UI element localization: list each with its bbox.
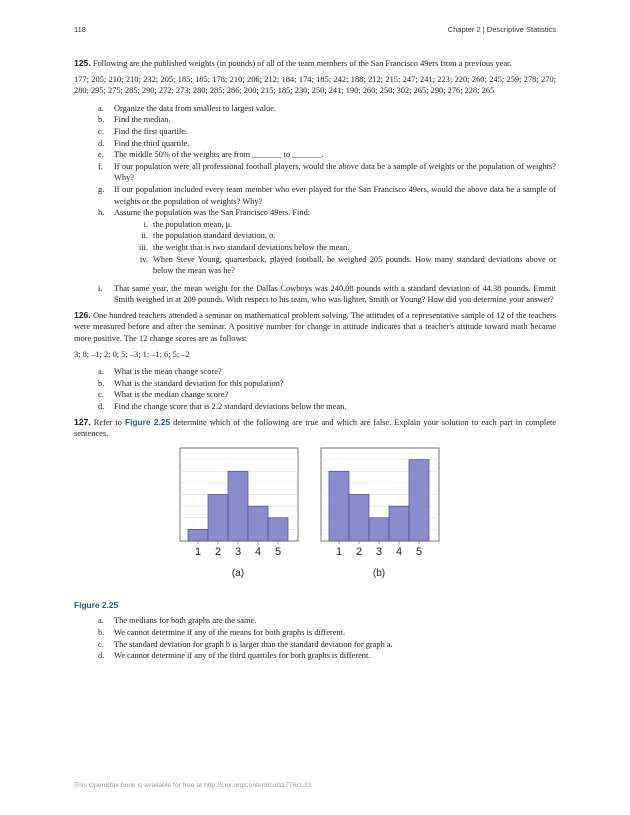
histogram-bar <box>248 506 268 541</box>
x-tick-label: 5 <box>274 545 282 558</box>
part-a <box>74 366 556 378</box>
histogram-bar <box>208 494 228 541</box>
page-header <box>74 25 556 34</box>
part-letter: d. <box>98 651 105 661</box>
part-text: Assume the population was the San Francisco 49ers. Find: <box>114 208 311 218</box>
part-text: The medians for both graphs are the same. <box>114 616 257 626</box>
part-text: Find the median. <box>114 115 171 125</box>
part-letter: a. <box>98 616 104 626</box>
problem-125-parts <box>74 103 556 306</box>
chart-title: (a) <box>231 567 245 579</box>
x-tick-label: 4 <box>254 545 262 558</box>
problem-125-text: Following are the published weights (in pounds) of all of the team members of the San Francisco 49ers from a previous year. <box>92 59 512 68</box>
subpart-i <box>114 219 556 231</box>
histogram-pair <box>74 446 556 596</box>
part-text: That same year, the mean weight for the Dallas Cowboys was 240.08 pounds with a standard deviation of 44.38 pounds. Emmit Smith weighed in at 209 pounds. With respect to his team, who was lighter, Smith or Young? How did you determine your answer? <box>114 283 556 305</box>
part-g <box>74 184 556 207</box>
x-tick-label: 2 <box>355 545 363 558</box>
problem-127-parts <box>74 615 556 661</box>
part-text: Find the first quartile. <box>114 126 188 136</box>
subpart-numeral: iv. <box>139 254 148 264</box>
part-d <box>74 650 556 662</box>
part-letter: b. <box>98 628 105 637</box>
x-tick-label: 1 <box>335 545 343 558</box>
x-tick-label: 3 <box>375 545 383 558</box>
problem-127-stem <box>74 417 556 440</box>
x-tick-label: 3 <box>234 545 242 558</box>
page-footer: This OpenStax book is available for free at http://cnx.org/content/col11776/1.33 <box>74 782 312 789</box>
figure-caption: Figure 2.25 <box>74 599 119 610</box>
histogram-bar <box>409 459 429 540</box>
problem-125-number: 125. <box>74 58 91 68</box>
part-d <box>74 138 556 150</box>
x-tick-label: 5 <box>415 545 423 558</box>
histogram-bar <box>349 494 369 541</box>
problem-126-parts <box>74 366 556 412</box>
x-tick-label: 4 <box>395 545 403 558</box>
x-tick-label: 2 <box>214 545 222 558</box>
subpart-text: the population standard deviation, σ. <box>153 231 276 241</box>
chapter-title: Chapter 2 | Descriptive Statistics <box>447 25 556 34</box>
problem-126-text: One hundred teachers attended a seminar on mathematical problem solving. The attitudes of a representative sample of 12 of the teachers were measured before and after the seminar. A positive number for change in attitude indicates that a teacher's attitude toward math became more positive. The 12 change scores are as follows: <box>74 310 556 344</box>
part-b <box>74 627 556 639</box>
page-content <box>74 58 556 666</box>
part-c <box>74 389 556 401</box>
part-c <box>74 639 556 651</box>
part-letter: c. <box>98 639 104 649</box>
part-a <box>74 103 556 115</box>
part-text: We cannot determine if any of the means for both graphs is different. <box>114 628 346 637</box>
part-letter: d. <box>98 402 105 412</box>
x-tick-label: 1 <box>194 545 202 558</box>
histogram-bar <box>369 518 389 541</box>
part-f <box>74 161 556 184</box>
part-text: What is the standard deviation for this population? <box>114 378 284 388</box>
histogram-bar <box>188 529 208 541</box>
part-b <box>74 114 556 126</box>
part-h <box>74 207 556 277</box>
chart-title: (b) <box>372 567 386 579</box>
part-text: The middle 50% of the weights are from _______ to _______. <box>114 150 324 160</box>
part-text: We cannot determine if any of the third quartiles for both graphs is different. <box>114 651 371 661</box>
part-b <box>74 378 556 390</box>
part-text: Find the third quartile. <box>114 138 190 148</box>
subpart-ii <box>114 230 556 242</box>
histogram-bar <box>268 518 288 541</box>
problem-127-text-pre: Refer to <box>93 417 122 427</box>
problem-127-text-post: determine which of the following are true and which are false. Explain your solution to each part in complete sentences. <box>74 417 557 439</box>
part-text: What is the median change score? <box>114 390 229 400</box>
part-a <box>74 615 556 627</box>
part-letter: b. <box>98 378 105 388</box>
part-text: The standard deviation for graph b is larger than the standard deviation for graph a. <box>114 639 393 649</box>
problem-125-data: 177; 205; 210; 210; 232; 205; 185; 185; 178; 210; 206; 212; 184; 174; 185; 242; 188; 212; 215; 247; 241; 223; 220; 260; 245; 259; 278; 270; 280; 295; 275; 285; 290; 272; 273; 280; 285; 286; 200; 215; 185; 230; 250; 241; 190; 260; 250; 302; 265; 290; 276; 228; 265 <box>74 74 556 96</box>
part-letter: a. <box>98 367 104 377</box>
figure-2-25 <box>74 446 556 596</box>
problem-126-stem <box>74 310 556 345</box>
part-letter: e. <box>98 150 104 160</box>
part-letter: a. <box>98 103 104 113</box>
histogram-bar <box>228 471 248 541</box>
problem-126-data: 3; 8; –1; 2; 0; 5; –3; 1; –1; 6; 5; –2 <box>74 349 190 359</box>
part-letter: c. <box>98 390 104 400</box>
part-letter: h. <box>98 208 105 218</box>
part-letter: b. <box>98 115 105 125</box>
subpart-iv <box>114 254 556 277</box>
part-letter: f. <box>98 161 103 171</box>
subpart-text: the population mean, μ. <box>153 219 233 229</box>
subpart-numeral: i. <box>143 219 148 229</box>
problem-125-stem <box>74 58 556 70</box>
part-text: Organize the data from smallest to largest value. <box>114 103 277 113</box>
part-text: What is the mean change score? <box>114 367 222 377</box>
histogram-bar <box>329 471 349 541</box>
histogram-bar <box>389 506 409 541</box>
part-letter: i. <box>98 283 103 293</box>
problem-127-number: 127. <box>74 416 91 427</box>
part-letter: d. <box>98 138 105 148</box>
part-h-subparts <box>114 219 556 277</box>
page-number: 118 <box>74 25 86 34</box>
figure-link[interactable]: Figure 2.25 <box>124 416 171 427</box>
subpart-iii <box>114 242 556 254</box>
subpart-text: When Steve Young, quarterback, played football, he weighed 205 pounds. How many standard deviations above or below the mean was he? <box>153 254 556 276</box>
part-letter: c. <box>98 126 104 136</box>
problem-126-number: 126. <box>74 309 91 320</box>
part-text: If our population were all professional football players, would the above data be a sample of weights or the population of weights? Why? <box>114 161 556 183</box>
part-i <box>74 283 556 306</box>
part-d <box>74 401 556 413</box>
subpart-numeral: iii. <box>138 242 148 252</box>
subpart-text: the weight that is two standard deviations below the mean. <box>153 242 350 252</box>
part-text: Find the change score that is 2.2 standard deviations below the mean. <box>114 402 347 412</box>
part-text: If our population included every team member who ever played for the San Francisco 49ers, would the above data be a sample of weights or the population of weights? Why? <box>114 184 556 206</box>
part-e <box>74 149 556 161</box>
subpart-numeral: ii. <box>141 231 148 241</box>
part-letter: g. <box>98 184 105 194</box>
part-c <box>74 126 556 138</box>
